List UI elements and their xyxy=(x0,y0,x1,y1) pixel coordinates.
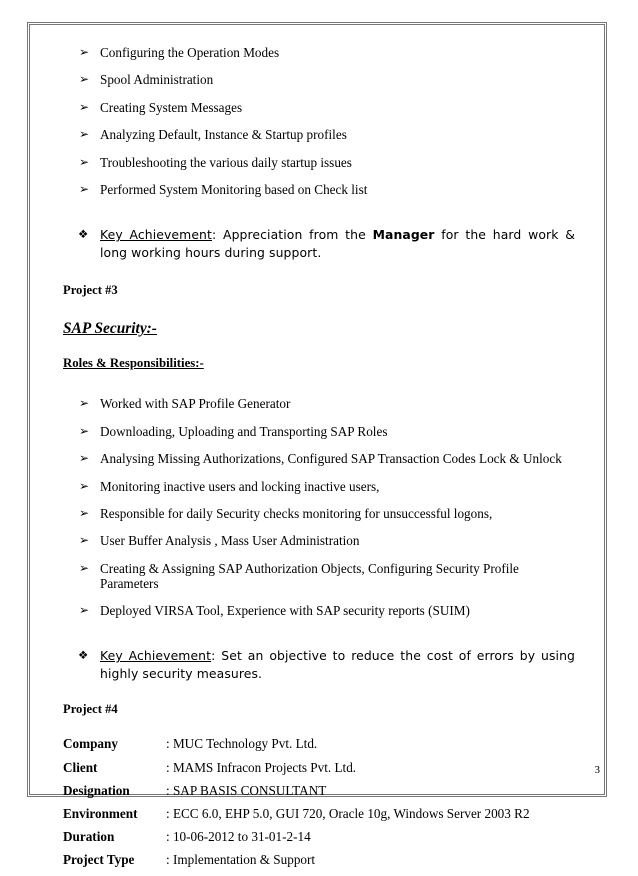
list-item xyxy=(63,156,575,171)
arrow-bullet-icon: ➢ xyxy=(79,602,90,617)
detail-value: : ECC 6.0, EHP 5.0, GUI 720, Oracle 10g, Windows Server 2003 R2 xyxy=(166,805,530,821)
project-3-heading: Project #3 xyxy=(63,283,118,298)
list-item xyxy=(63,183,575,198)
list-item-text: Monitoring inactive users and locking inactive users, xyxy=(100,478,380,494)
arrow-bullet-icon: ➢ xyxy=(79,505,90,520)
list-item-text: Deployed VIRSA Tool, Experience with SAP security reports (SUIM) xyxy=(100,602,470,618)
table-row xyxy=(63,853,575,876)
list-item xyxy=(63,101,575,116)
table-row xyxy=(63,784,575,807)
table-row xyxy=(63,807,575,830)
arrow-bullet-icon: ➢ xyxy=(79,45,90,59)
table-row xyxy=(63,761,575,784)
list-item xyxy=(63,604,575,619)
table-row xyxy=(63,737,575,760)
diamond-bullet-icon: ❖ xyxy=(78,648,89,663)
key-achievement-block xyxy=(63,647,575,682)
list-item-text: Responsible for daily Security checks monitoring for unsuccessful logons, xyxy=(100,505,493,521)
key-achievement-label: Key Achievement xyxy=(100,648,212,664)
arrow-bullet-icon: ➢ xyxy=(79,72,90,87)
page-number: 3 xyxy=(594,764,600,776)
table-row xyxy=(63,830,575,853)
list-item xyxy=(63,480,575,495)
list-item xyxy=(63,507,575,522)
detail-label: Client xyxy=(63,759,98,775)
key-achievement-block xyxy=(63,226,575,261)
list-item-text: Analysing Missing Authorizations, Configured SAP Transaction Codes Lock & Unlock xyxy=(100,451,562,467)
detail-label: Duration xyxy=(63,828,115,844)
basis-task-list xyxy=(63,46,575,198)
list-item-text: Troubleshooting the various daily startup issues xyxy=(100,154,352,170)
list-item-text: Configuring the Operation Modes xyxy=(100,45,280,60)
list-item-text: Downloading, Uploading and Transporting SAP Roles xyxy=(100,423,388,439)
arrow-bullet-icon: ➢ xyxy=(79,423,90,438)
key-achievement-emphasis: Manager xyxy=(372,227,435,243)
list-item-text: Worked with SAP Profile Generator xyxy=(100,396,291,412)
arrow-bullet-icon: ➢ xyxy=(79,127,90,142)
list-item xyxy=(63,128,575,143)
key-achievement-label: Key Achievement xyxy=(100,227,212,243)
detail-value: : MUC Technology Pvt. Ltd. xyxy=(166,736,318,752)
arrow-bullet-icon: ➢ xyxy=(79,99,90,114)
detail-value: : Implementation & Support xyxy=(166,852,316,868)
arrow-bullet-icon: ➢ xyxy=(79,154,90,169)
project-details-table xyxy=(63,737,575,876)
detail-value: : SAP BASIS CONSULTANT xyxy=(166,782,327,798)
detail-label: Project Type xyxy=(63,852,135,868)
arrow-bullet-icon: ➢ xyxy=(79,478,90,493)
project-4-heading: Project #4 xyxy=(63,702,118,717)
detail-value: : MAMS Infracon Projects Pvt. Ltd. xyxy=(166,759,357,775)
detail-label: Environment xyxy=(63,805,138,821)
list-item xyxy=(63,73,575,88)
page-content xyxy=(63,46,575,876)
list-item xyxy=(63,46,575,61)
diamond-bullet-icon: ❖ xyxy=(78,227,89,242)
detail-label: Company xyxy=(63,736,118,752)
section-title-sap-security: SAP Security:- xyxy=(63,320,157,338)
list-item xyxy=(63,397,575,412)
list-item-text: Spool Administration xyxy=(100,72,214,88)
arrow-bullet-icon: ➢ xyxy=(79,533,90,548)
list-item-text: User Buffer Analysis , Mass User Administration xyxy=(100,533,360,549)
list-item-text: Creating System Messages xyxy=(100,99,243,115)
arrow-bullet-icon: ➢ xyxy=(79,396,90,411)
list-item-text: Creating & Assigning SAP Authorization Objects, Configuring Security Profile Parameters xyxy=(100,560,519,591)
key-achievement-text-before: : Appreciation from the xyxy=(211,227,373,243)
key-achievement-text: : Set an objective to reduce the cost of errors by using highly security measures. xyxy=(100,648,575,681)
detail-label: Designation xyxy=(63,782,130,798)
list-item xyxy=(63,425,575,440)
list-item xyxy=(63,534,575,549)
detail-value: : 10-06-2012 to 31-01-2-14 xyxy=(166,828,311,844)
list-item xyxy=(63,562,575,592)
arrow-bullet-icon: ➢ xyxy=(79,451,90,466)
security-responsibility-list xyxy=(63,397,575,618)
list-item-text: Performed System Monitoring based on Check list xyxy=(100,181,368,197)
key-achievement-text-after: for the hard work & long working hours during support. xyxy=(100,227,575,260)
arrow-bullet-icon: ➢ xyxy=(79,181,90,196)
list-item-text: Analyzing Default, Instance & Startup profiles xyxy=(100,127,347,143)
list-item xyxy=(63,452,575,467)
subtitle-roles-responsibilities: Roles & Responsibilities:- xyxy=(63,356,204,371)
arrow-bullet-icon: ➢ xyxy=(79,560,90,575)
